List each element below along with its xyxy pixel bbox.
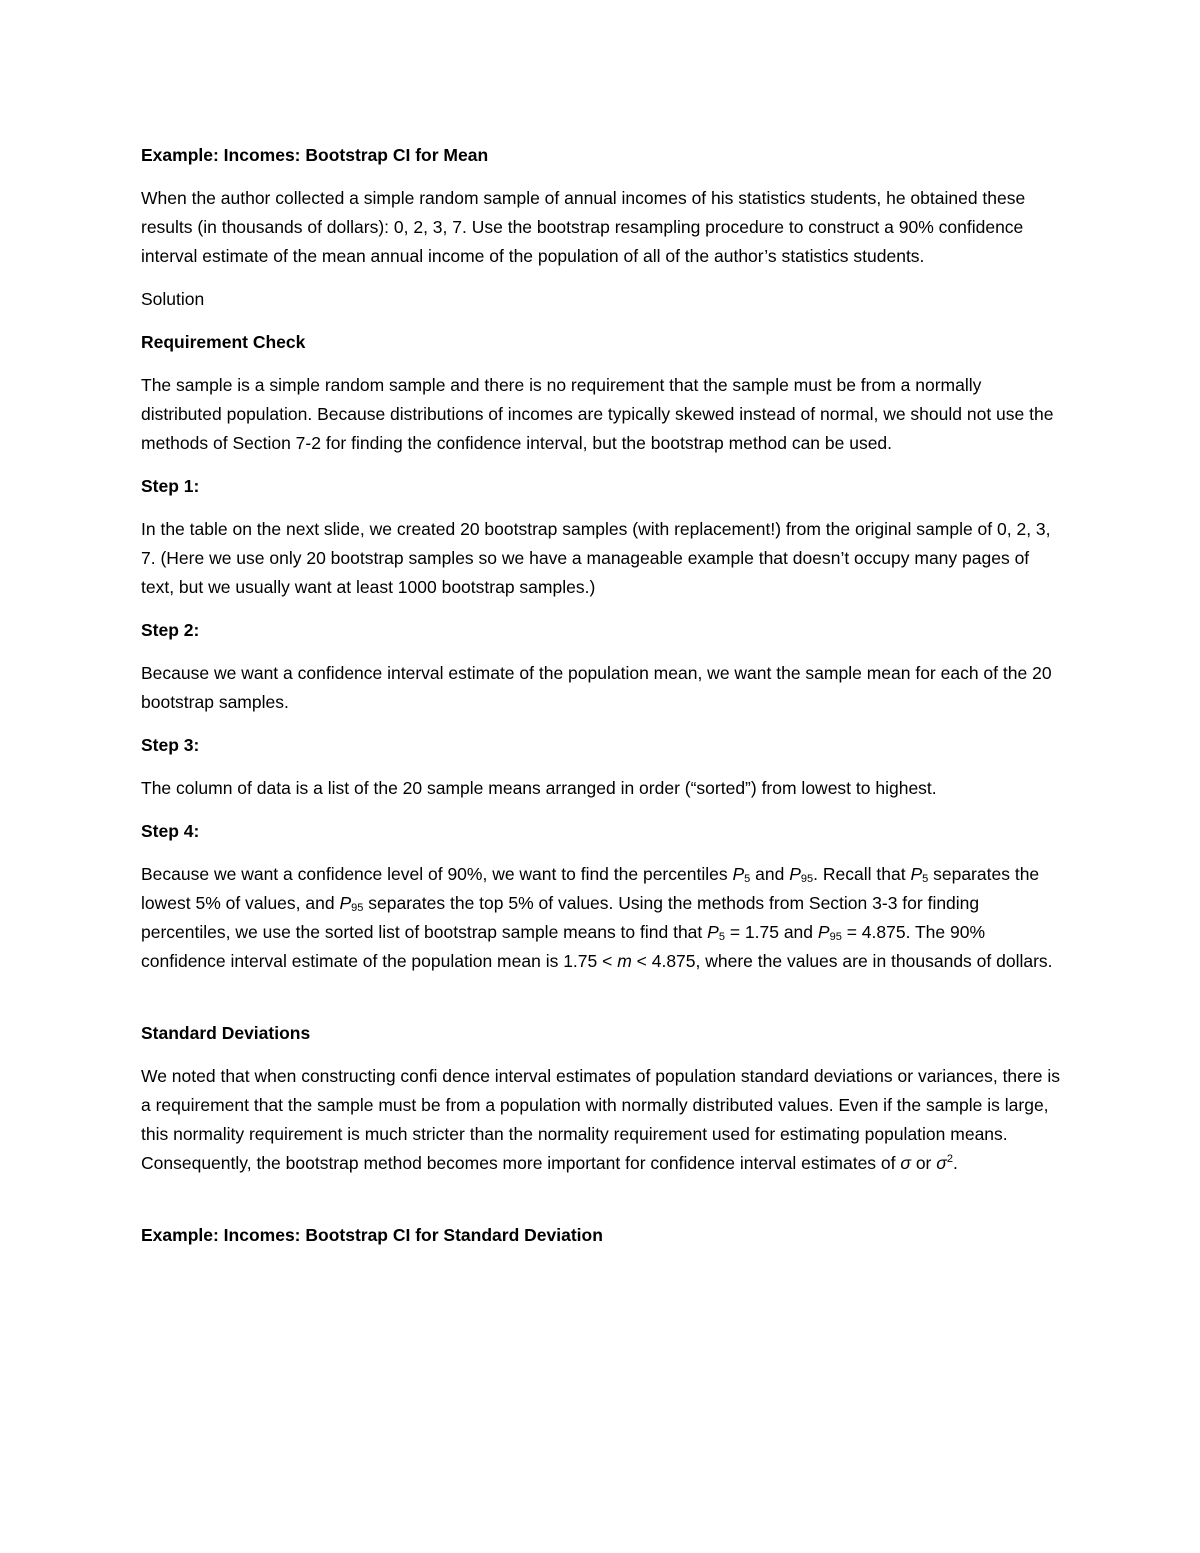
std-deviations-text: We noted that when constructing confi dence interval estimates of population standard deviations or variances, there is a requirement that the sample must be from a population with normally distributed values. Even if the sample is large, this normality requirement is much stricter than the normality requirement used for estimating population means. Consequently, the bootstrap method becomes more important for confidence interval estimates of σ or $\sigma^2$. [141,1066,1060,1173]
document-page [141,141,1066,1264]
example-intro: When the author collected a simple random sample of annual incomes of his statistics students, he obtained these results (in thousands of dollars): 0, 2, 3, 7. Use the bootstrap resampling procedure to construct a 90% confidence interval estimate of the mean annual income of the population of all of the author’s statistics students. [141,188,1026,266]
example-title: Example: Incomes: Bootstrap CI for Mean [141,145,489,165]
spacer [141,990,1066,1019]
step4-text: Because we want a confidence level of 90%, we want to find the percentiles $P_5$ and $P_{95}$. Recall that $P_5$ separates the lowest 5% of values, and $P_{95}$ separates the top 5% of values. Using the methods from Section 3-3 for finding percentiles, we use the sorted list of bootstrap sample means to find that $P_5 = 1.75$ and $P_{95} = 4.875$. The 90% confidence interval estimate of the population mean is 1.75 < m < 4.875, where the values are in thousands of dollars. [141,864,1053,971]
solution-label: Solution [141,289,205,309]
requirement-text: The sample is a simple random sample and there is no requirement that the sample must be from a normally distributed population. Because distributions of incomes are typically skewed instead of normal, we should not use the methods of Section 7-2 for finding the confidence interval, but the bootstrap method can be used. [141,375,1054,453]
step3-text: The column of data is a list of the 20 sample means arranged in order (“sorted”) from lowest to highest. [141,778,937,798]
example2-title: Example: Incomes: Bootstrap CI for Standard Deviation [141,1225,603,1245]
step4-heading: Step 4: [141,821,200,841]
step2-heading: Step 2: [141,620,200,640]
step1-text: In the table on the next slide, we created 20 bootstrap samples (with replacement!) from the original sample of 0, 2, 3, 7. (Here we use only 20 bootstrap samples so we have a manageable example that doesn’t occupy many pages of text, but we usually want at least 1000 bootstrap samples.) [141,519,1051,597]
step3-heading: Step 3: [141,735,200,755]
step1-heading: Step 1: [141,476,200,496]
step2-text: Because we want a confidence interval estimate of the population mean, we want the sample mean for each of the 20 bootstrap samples. [141,663,1052,712]
requirement-heading: Requirement Check [141,332,306,352]
std-deviations-heading: Standard Deviations [141,1023,311,1043]
spacer [141,1192,1066,1221]
